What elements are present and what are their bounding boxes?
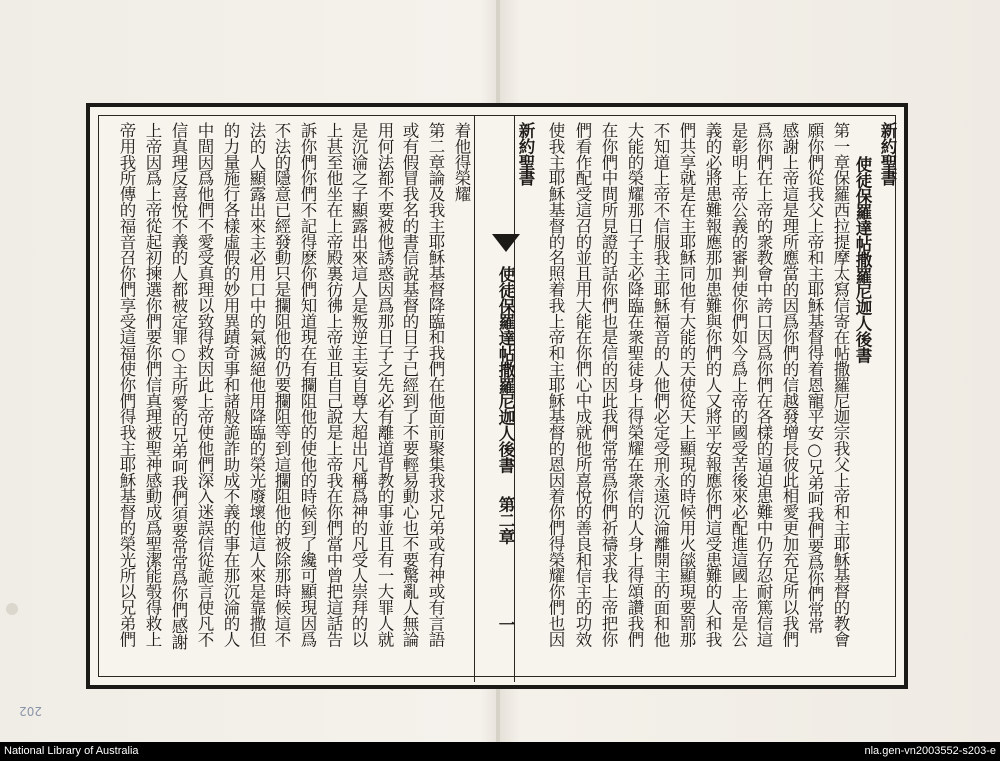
pencil-mark: 202 <box>19 704 42 718</box>
text-column: 上甚至他坐在上帝殿裏彷彿上帝並且自己說是上帝我在你們當中曾把這話告 <box>324 122 343 647</box>
text-column: 們看作配受這召的並且用大能在你們心中成就他所喜悅的善良和信主的功效 <box>573 122 592 647</box>
text-column: 中間因爲他們不愛受真理以致得救因此上帝使他們深入迷誤信從詭言使凡不 <box>195 122 214 647</box>
text-column: 第二章論及我主耶穌基督降臨和我們在他面前聚集我求兄弟或有神或有言語 <box>426 122 445 647</box>
gutter-epistle-title: 使徒保羅達帖撒羅尼迦人後書 <box>496 266 515 473</box>
library-name: National Library of Australia <box>4 745 139 757</box>
text-column: 是彰明上帝公義的審判使你們如今爲上帝的國受苦後來必配進這國上帝是公 <box>729 122 748 647</box>
library-footer-bar <box>0 742 1000 761</box>
epistle-title-column: 使徒保羅達帖撒羅尼迦人後書 <box>853 156 872 363</box>
text-column: 帝用我所傳的福音召你們享受這福使你們得我主耶穌基督的榮光所以兄弟們 <box>117 122 136 647</box>
binding-hole <box>6 603 18 615</box>
text-column: 義的必將患難報應那加患難與你們的人又將平安報應你們這受患難的人和我 <box>703 122 722 647</box>
text-column: 上帝因爲上帝從起初揀選你們要你們信真理被聖神感動成爲聖潔能彀得救上 <box>143 122 162 647</box>
gutter-chapter-label: 第二章 <box>496 496 515 544</box>
text-column: 或有假冒我名的書信說基督的日子已經到了不要輕易動心也不要驚亂人無論 <box>400 122 419 647</box>
text-column: 願你們從我父上帝和主耶穌基督得着恩寵平安○兄弟呵我們要爲你們常常 <box>805 122 824 634</box>
text-column: 着他得榮耀 <box>452 122 471 202</box>
fish-tail-mark <box>492 234 520 252</box>
text-frame-inner <box>98 115 896 677</box>
text-column: 法的人顯露出來主必用口中的氣滅絕他用降臨的榮光廢壞他這人來是靠撒但 <box>247 122 266 647</box>
text-frame <box>86 103 908 689</box>
text-column: 在你們中間所見證的話你們也是信的因此我們常常爲你們祈禱求我上帝把你 <box>599 122 618 647</box>
text-column: 不知道上帝不信服我主耶穌福音的人他們必定受刑永遠沉淪離開主的面和他 <box>651 122 670 647</box>
gutter-rule-left <box>474 116 475 682</box>
text-column: 爲你們在上帝的衆教會中誇口因爲你們在各樣的逼迫患難中仍存忍耐篤信這 <box>754 122 773 647</box>
text-column: 訴你們你們不記得麽你們知道現在有攔阻他的使他的時候到了纔可顯現因爲 <box>298 122 317 647</box>
text-column: 大能的榮耀那日子主必降臨在衆聖徒身上得榮耀在衆信的人身上得頌讚我們 <box>625 122 644 647</box>
book-title-column: 新約聖書 <box>878 122 897 186</box>
text-column: 是沉淪之子顯露出來這人是叛逆主妄自尊大超出凡稱爲神的凡受人崇拜的以 <box>349 122 368 647</box>
text-column: 們共享就是在主耶穌同他有大能的天使從天上顯現的時候用火燄顯現要罰那 <box>677 122 696 647</box>
text-column: 的力量施行各樣虛假的妙用異蹟奇事和諸般詭詐助成不義的事在那沉淪的人 <box>221 122 240 647</box>
text-column: 用何法都不要被他誘惑因爲那日子之先必有離道背教的事並且有一大罪人就 <box>375 122 394 647</box>
text-column: 信真理反喜悅不義的人都被定罪○主所愛的兄弟呵我們須要常常爲你們感謝 <box>169 122 188 650</box>
text-column: 第一章保羅西拉提摩太寫信寄在帖撒羅尼迦宗我父上帝和主耶穌基督的教會 <box>831 122 850 647</box>
gutter-book-title: 新約聖書 <box>516 122 535 186</box>
gutter-page-number: 一 <box>496 616 515 632</box>
text-column: 感謝上帝這是理所應當的因爲你們的信越發增長彼此相愛更加充足所以我們 <box>780 122 799 647</box>
text-column: 不法的隱意已經發動只是攔阻他的仍要攔阻等到這攔阻他的被除那時候這不 <box>272 122 291 647</box>
text-column: 使我主耶穌基督的名照着我上帝和主耶穌基督的恩因着你們得榮耀你們也因 <box>546 122 565 647</box>
item-identifier: nla.gen-vn2003552-s203-e <box>864 745 996 757</box>
